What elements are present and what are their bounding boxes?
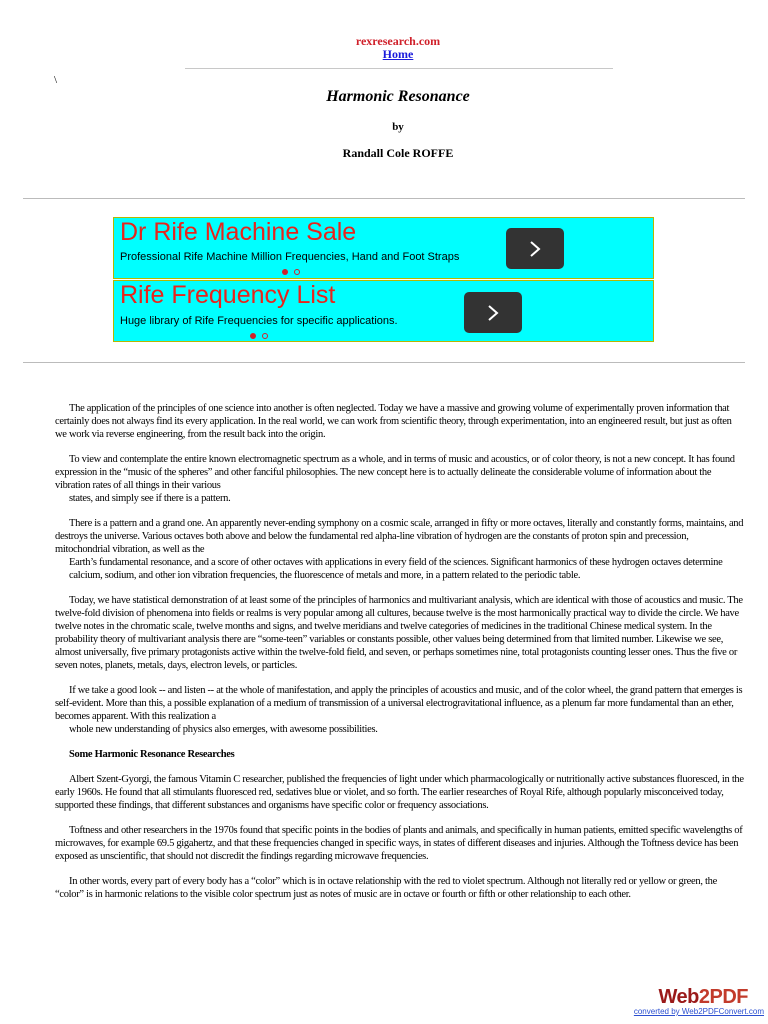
ad-unit-rife-machine[interactable]: [113, 217, 654, 279]
ad-unit-frequency-list[interactable]: [113, 280, 654, 342]
ad-open-button[interactable]: [464, 292, 522, 333]
author-name: Randall Cole ROFFE: [342, 146, 454, 160]
divider-above-ads: [23, 198, 745, 199]
pager-dot-active[interactable]: [282, 269, 288, 275]
paragraph: If we take a good look -- and listen -- at the whole of manifestation, and apply the principles of acoustics and music, and of the color wheel, the grand pattern that emerges is self-evident. More than this, a possible explanation of a medium of transmission of a universal electrogravitational influence, as a plenum far more fundamental than an ether, becomes apparent. With this realization a: [55, 685, 743, 722]
pager-dot[interactable]: [294, 269, 300, 275]
top-divider: [185, 68, 613, 69]
byline-label: by: [392, 121, 404, 133]
web2pdf-logo: Web2PDF: [658, 986, 748, 1008]
paragraph: Today, we have statistical demonstration of at least some of the principles of harmonics and multivariant analysis, which are identical with those of acoustics and music. The twelve-fold division of phenomena into fields or realms is very popular among all cultures, because twelve is the most harmonically practical way to divide the circle. We have twelve notes in the chromatic scale, twelve months and signs, and twelve meridians and twelve categories of medicines in the traditional Chinese medical system. In the probability theory of multivariant analysis there are “some-teen” variables or constants possible, other values being determined from that limited number. Likewise we see, almost universally, five primary protagonists active within the twelve-fold field, and seven, or perhaps sometimes nine, total protagonists counting lesser ones. Thus the five or seven notes, planets, metals, days, electron levels, or particles.: [55, 595, 743, 671]
paragraph-continuation: whole new understanding of physics also emerges, with awesome possibilities.: [69, 724, 378, 735]
article-body: [55, 402, 745, 913]
ad-pager: [282, 269, 300, 275]
ad-open-button[interactable]: [506, 228, 564, 269]
stray-marker: \: [54, 74, 58, 86]
paragraph: Toftness and other researchers in the 1970s found that specific points in the bodies of plants and animals, and specifically in human patients, emitted specific wavelengths of microwaves, for example 69.5 gigahertz, and that these frequencies changed in specific ways, in states of different diseases and injuries. Although the Toftness device has been exposed as unscientific, that should not discredit the findings regarding microwave frequencies.: [55, 825, 743, 862]
ad-title[interactable]: Dr Rife Machine Sale: [120, 218, 357, 246]
web2pdf-link[interactable]: converted by Web2PDFConvert.com: [633, 1007, 764, 1016]
home-link-wrap: [0, 47, 768, 61]
pager-dot-active[interactable]: [250, 333, 256, 339]
ad-description: Huge library of Rife Frequencies for specific applications.: [120, 315, 398, 327]
chevron-right-icon: [527, 240, 543, 258]
paragraph-continuation: states, and simply see if there is a pattern.: [69, 493, 231, 504]
paragraph: The application of the principles of one science into another is often neglected. Today we have a massive and growing volume of experimentally proven information that certainly does not always find its every application. In the real world, we can work from scientific theory, through experimentation, into an engineered result, but just as often we work via reverse engineering, from the result back into the origin.: [55, 403, 732, 440]
home-link[interactable]: Home: [382, 47, 414, 61]
site-name: rexresearch.com: [355, 34, 441, 48]
paragraph: There is a pattern and a grand one. An apparently never-ending symphony on a cosmic scale, arranged in fifty or more octaves, literally and constantly forms, maintains, and destroys the universe. Various octaves both above and below the fundamental red alpha-line vibration of hydrogen are the constants of proton spin and precession, mitochondrial vibration, as well as the: [55, 518, 744, 555]
paragraph: Albert Szent-Gyorgi, the famous Vitamin C researcher, published the frequencies of light under which pharmacologically or nutritionally active substances fluoresced, in the early 1960s. He found that all stimulants fluoresced red, sedatives blue or violet, and so forth. The earlier researches of Royal Rife, although popularly misconceived today, supported these findings, that different substances and organisms have specific color or frequency associations.: [55, 774, 744, 811]
ad-description: Professional Rife Machine Million Frequencies, Hand and Foot Straps: [120, 251, 460, 263]
chevron-right-icon: [485, 304, 501, 322]
divider-below-ads: [23, 362, 745, 363]
ad-pager: [250, 333, 268, 339]
paragraph: To view and contemplate the entire known electromagnetic spectrum as a whole, and in terms of music and acoustics, or of color theory, is not a new concept. It has found expression in the “music of the spheres” and other fanciful philosophies. The new concept here is to actually delineate the considerable volume of information about the vibration rates of all things in their various: [55, 454, 735, 491]
ad-title[interactable]: Rife Frequency List: [120, 281, 336, 309]
page-title: Harmonic Resonance: [326, 88, 470, 105]
pager-dot[interactable]: [262, 333, 268, 339]
web2pdf-watermark: [598, 986, 764, 1020]
paragraph: In other words, every part of every body has a “color” which is in octave relationship with the red to violet spectrum. Although not literally red or yellow or green, the “color” is in harmonic relations to the visible color spectrum just as notes of music are in octave or fourth or fifth or other relationship to each other.: [55, 876, 717, 900]
section-heading: Some Harmonic Resonance Researches: [69, 749, 235, 760]
paragraph-continuation: Earth’s fundamental resonance, and a score of other octaves with applications in every field of the sciences. Significant harmonics of these hydrogen octaves determine calcium, sodium, and other ion vibration frequencies, the fluorescence of metals and more, in a pattern related to the periodic table.: [69, 557, 723, 581]
